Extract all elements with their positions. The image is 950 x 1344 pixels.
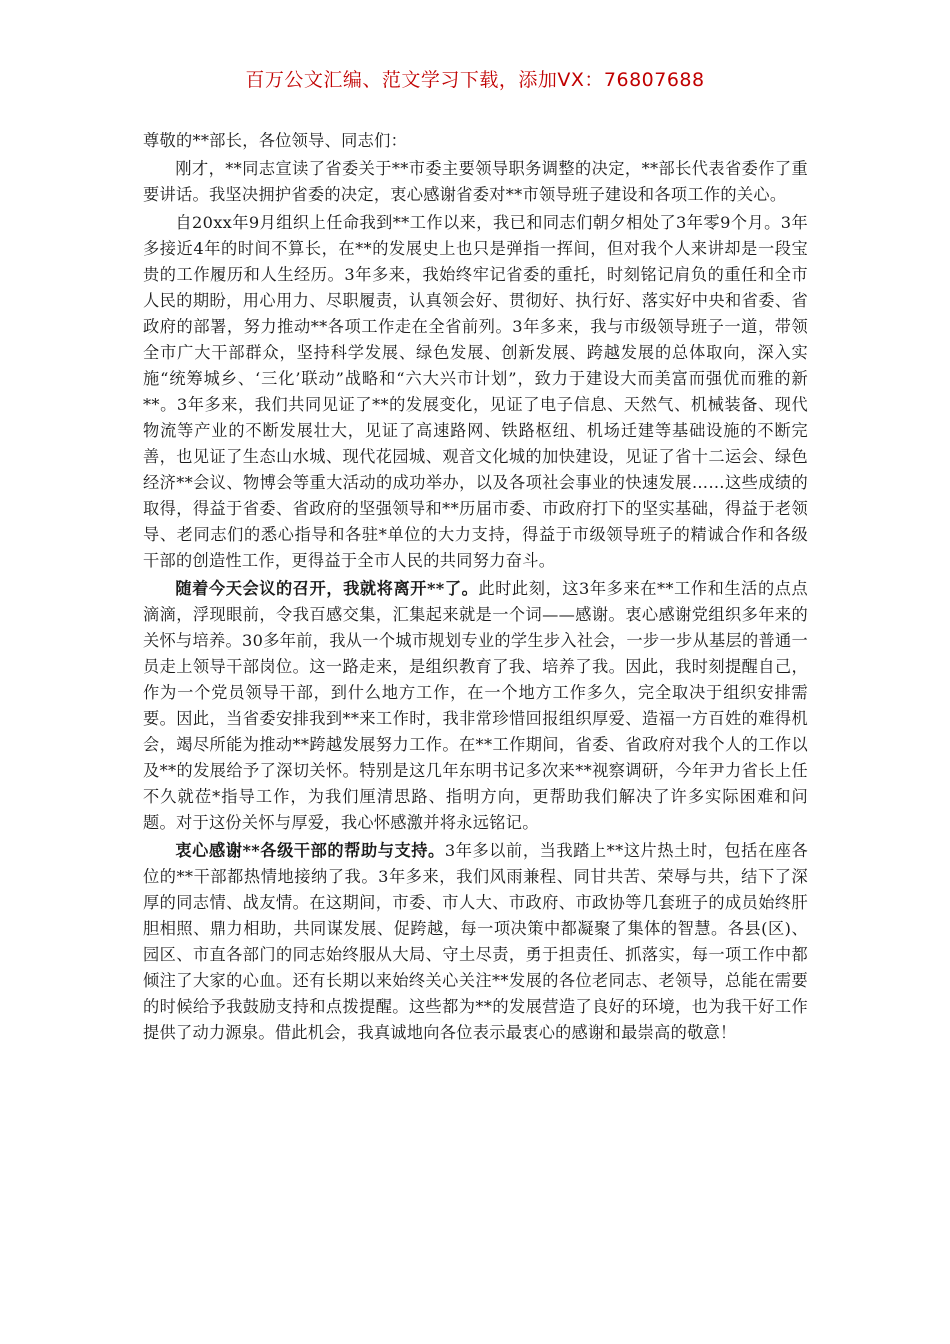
paragraph-4-lead: 衷心感谢**各级干部的帮助与支持。 bbox=[175, 841, 445, 860]
paragraph-3-text: 此时此刻，这3年多来在**工作和生活的点点滴滴，浮现眼前，令我百感交集，汇集起来就是一个词——感谢。衷心感谢党组织多年来的关怀与培养。30多年前，我从一个城市规划专业的学生步入社会，一步一步从基层的普通一员走上领导干部岗位。这一路走来，是组织教育了我、培养了我。因此，我时刻提醒自己，作为一个党员领导干部，到什么地方工作，在一个地方工作多久，完全取决于组织安排需要。因此，当省委安排我到**来工作时，我非常珍惜回报组织厚爱、造福一方百姓的难得机会，竭尽所能为推动**跨越发展努力工作。在**工作期间，省委、省政府对我个人的工作以及**的发展给予了深切关怀。特别是这几年东明书记多次来**视察调研，今年尹力省长上任不久就莅*指导工作，为我们厘清思路、指明方向，更帮助我们解决了许多实际困难和问题。对于这份关怀与厚爱，我心怀感激并将永远铭记。 bbox=[143, 579, 808, 832]
download-banner: 百万公文汇编、范文学习下载，添加VX：76807688 bbox=[245, 69, 705, 91]
paragraph-2: 自20xx年9月组织上任命我到**工作以来，我已和同志们朝夕相处了3年零9个月。3年多接近4年的时间不算长，在**的发展史上也只是弹指一挥间，但对我个人来讲却是一段宝贵的工作履历和人生经历。3年多来，我始终牢记省委的重托，时刻铭记肩负的重任和全市人民的期盼，用心用力、尽职履责，认真领会好、贯彻好、执行好、落实好中央和省委、省政府的部署，努力推动**各项工作走在全省前列。3年多来，我与市级领导班子一道，带领全市广大干部群众，坚持科学发展、绿色发展、创新发展、跨越发展的总体取向，深入实施“统筹城乡、‘三化’联动”战略和“六大兴市计划”，致力于建设大而美富而强优而雅的新**。3年多来，我们共同见证了**的发展变化，见证了电子信息、天然气、机械装备、现代物流等产业的不断发展壮大，见证了高速路网、铁路枢纽、机场迁建等基础设施的不断完善，也见证了生态山水城、现代花园城、观音文化城的加快建设，见证了省十二运会、绿色经济**会议、物博会等重大活动的成功举办，以及各项社会事业的快速发展……这些成绩的取得，得益于省委、省政府的坚强领导和**历届市委、市政府打下的坚实基础，得益于老领导、老同志们的悉心指导和各驻*单位的大力支持，得益于市级领导班子的精诚合作和各级干部的创造性工作，更得益于全市人民的共同努力奋斗。 bbox=[143, 213, 808, 570]
paragraph-3-lead: 随着今天会议的召开，我就将离开**了。 bbox=[175, 579, 479, 598]
salutation: 尊敬的**部长，各位领导、同志们： bbox=[143, 131, 408, 150]
paragraph-4 bbox=[143, 838, 808, 1046]
paragraph-1: 刚才，**同志宣读了省委关于**市委主要领导职务调整的决定，**部长代表省委作了重要讲话。我坚决拥护省委的决定，衷心感谢省委对**市领导班子建设和各项工作的关心。 bbox=[143, 159, 808, 204]
paragraph-4-text: 3年多以前，当我踏上**这片热土时，包括在座各位的**干部都热情地接纳了我。3年多来，我们风雨兼程、同甘共苦、荣辱与共，结下了深厚的同志情、战友情。在这期间，市委、市人大、市政府、市政协等几套班子的成员始终肝胆相照、鼎力相助，共同谋发展、促跨越，每一项决策中都凝聚了集体的智慧。各县(区)、园区、市直各部门的同志始终服从大局、守土尽责，勇于担责任、抓落实，每一项工作中都倾注了大家的心血。还有长期以来始终关心关注**发展的各位老同志、老领导，总能在需要的时候给予我鼓励支持和点拨提醒。这些都为**的发展营造了良好的环境，也为我干好工作提供了动力源泉。借此机会，我真诚地向各位表示最衷心的感谢和最崇高的敬意！ bbox=[143, 841, 808, 1042]
speech-body bbox=[143, 128, 808, 1048]
paragraph-3 bbox=[143, 576, 808, 836]
